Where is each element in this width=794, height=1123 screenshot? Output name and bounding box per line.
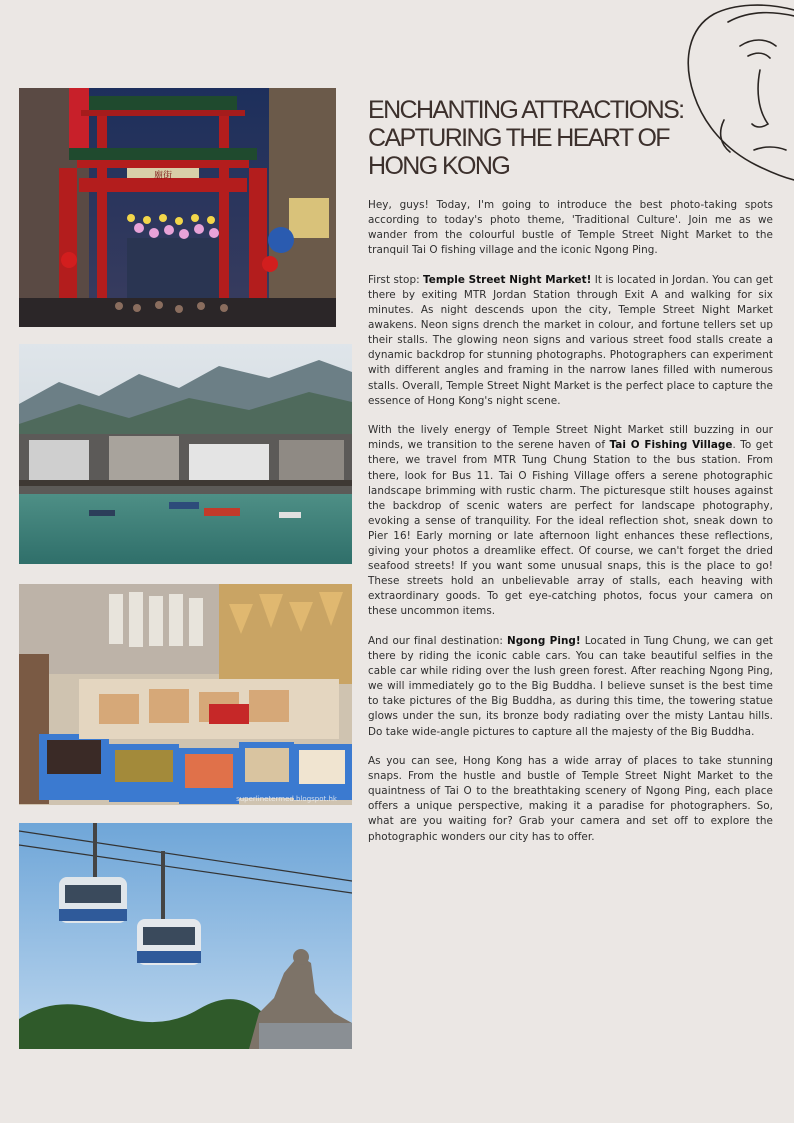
dried-seafood-market-photo bbox=[19, 584, 352, 805]
conclusion-paragraph: As you can see, Hong Kong has a wide array of places to take stunning snaps. From the hustle and bustle of Temple Street Night Market to the quaintness of Tai O to the breathtaking scenery of Ngong Ping, each place offers a unique perspective, making it a paradise for photographers. So, what are you waiting for? Grab your camera and set off to explore the photographic wonders our city has to offer. bbox=[368, 755, 773, 843]
temple-street-heading: Temple Street Night Market! bbox=[423, 273, 592, 286]
ngong-ping-heading: Ngong Ping! bbox=[506, 634, 581, 647]
intro-paragraph: Hey, guys! Today, I'm going to introduce the best photo-taking spots according to today's photo theme, 'Traditional Culture'. Join me as we wander from the colourful bustle of Temple Street Night Market to the tranquil Tai O fishing village and the iconic Ngong Ping. bbox=[368, 199, 773, 257]
tai-o-paragraph: With the lively energy of Temple Street Night Market still buzzing in our minds, we transition to the serene haven of Tai O Fishing Village. To get there, we travel from MTR Tung Chung Station to the bus station. From there, look for Bus 11. Tai O Fishing Village offers a serene photographic landscape brimming with rustic charm. The picturesque stilt houses against the backdrop of scenic waters are perfect for landscape photography, evoking a sense of tranquility. For the ideal reflection shot, sneak down to Pier 16! Early morning or late afternoon light enhances these reflections, giving your photos a dreamlike effect. Of course, we can't forget the dried seafood streets! If you want some unusual snaps, this is the place to go! These streets hold an unbelievable array of stalls, each heaving with extraordinary goods. To get eye-catching photos, focus your camera on these uncommon items. bbox=[368, 424, 773, 618]
temple-street-night-market-photo bbox=[19, 88, 336, 327]
tai-o-fishing-village-photo bbox=[19, 344, 352, 564]
ngong-ping-paragraph: And our final destination: Ngong Ping! Located in Tung Chung, we can get there by riding the iconic cable cars. You can take beautiful selfies in the cable car while riding over the lush green forest. After reaching Ngong Ping, we will immediately go to the Big Buddha. I believe sunset is the best time to take pictures of the Big Buddha, as during this time, the towering statue glows under the sun, its bronze body radiating over the misty Lantau hills. Do take wide-angle pictures to capture all the majesty of the Big Buddha. bbox=[368, 634, 774, 738]
ngong-ping-cable-car-photo bbox=[19, 823, 352, 1049]
page-title: ENCHANTING ATTRACTIONS: CAPTURING THE HEART OF HONG KONG bbox=[368, 96, 684, 180]
photo-watermark: superlinetermed.blogspot.hk bbox=[236, 795, 337, 803]
article-column bbox=[368, 96, 773, 859]
temple-street-paragraph: First stop: Temple Street Night Market! It is located in Jordan. You can get there by exiting MTR Jordan Station through Exit A and walking for six minutes. As night descends upon the city, Temple Street Night Market awakens. Neon signs drench the market in colour, and fortune tellers set up their stalls. The glowing neon signs and various street food stalls create a dynamic backdrop for stunning photographs. Photographers can experiment with different angles and framing in the narrow lanes filled with numerous stalls. Overall, Temple Street Night Market is the perfect place to capture the essence of Hong Kong's night scene. bbox=[368, 273, 773, 407]
tai-o-heading: Tai O Fishing Village bbox=[609, 439, 733, 452]
market-gate-sign: 廟街 bbox=[153, 171, 173, 181]
